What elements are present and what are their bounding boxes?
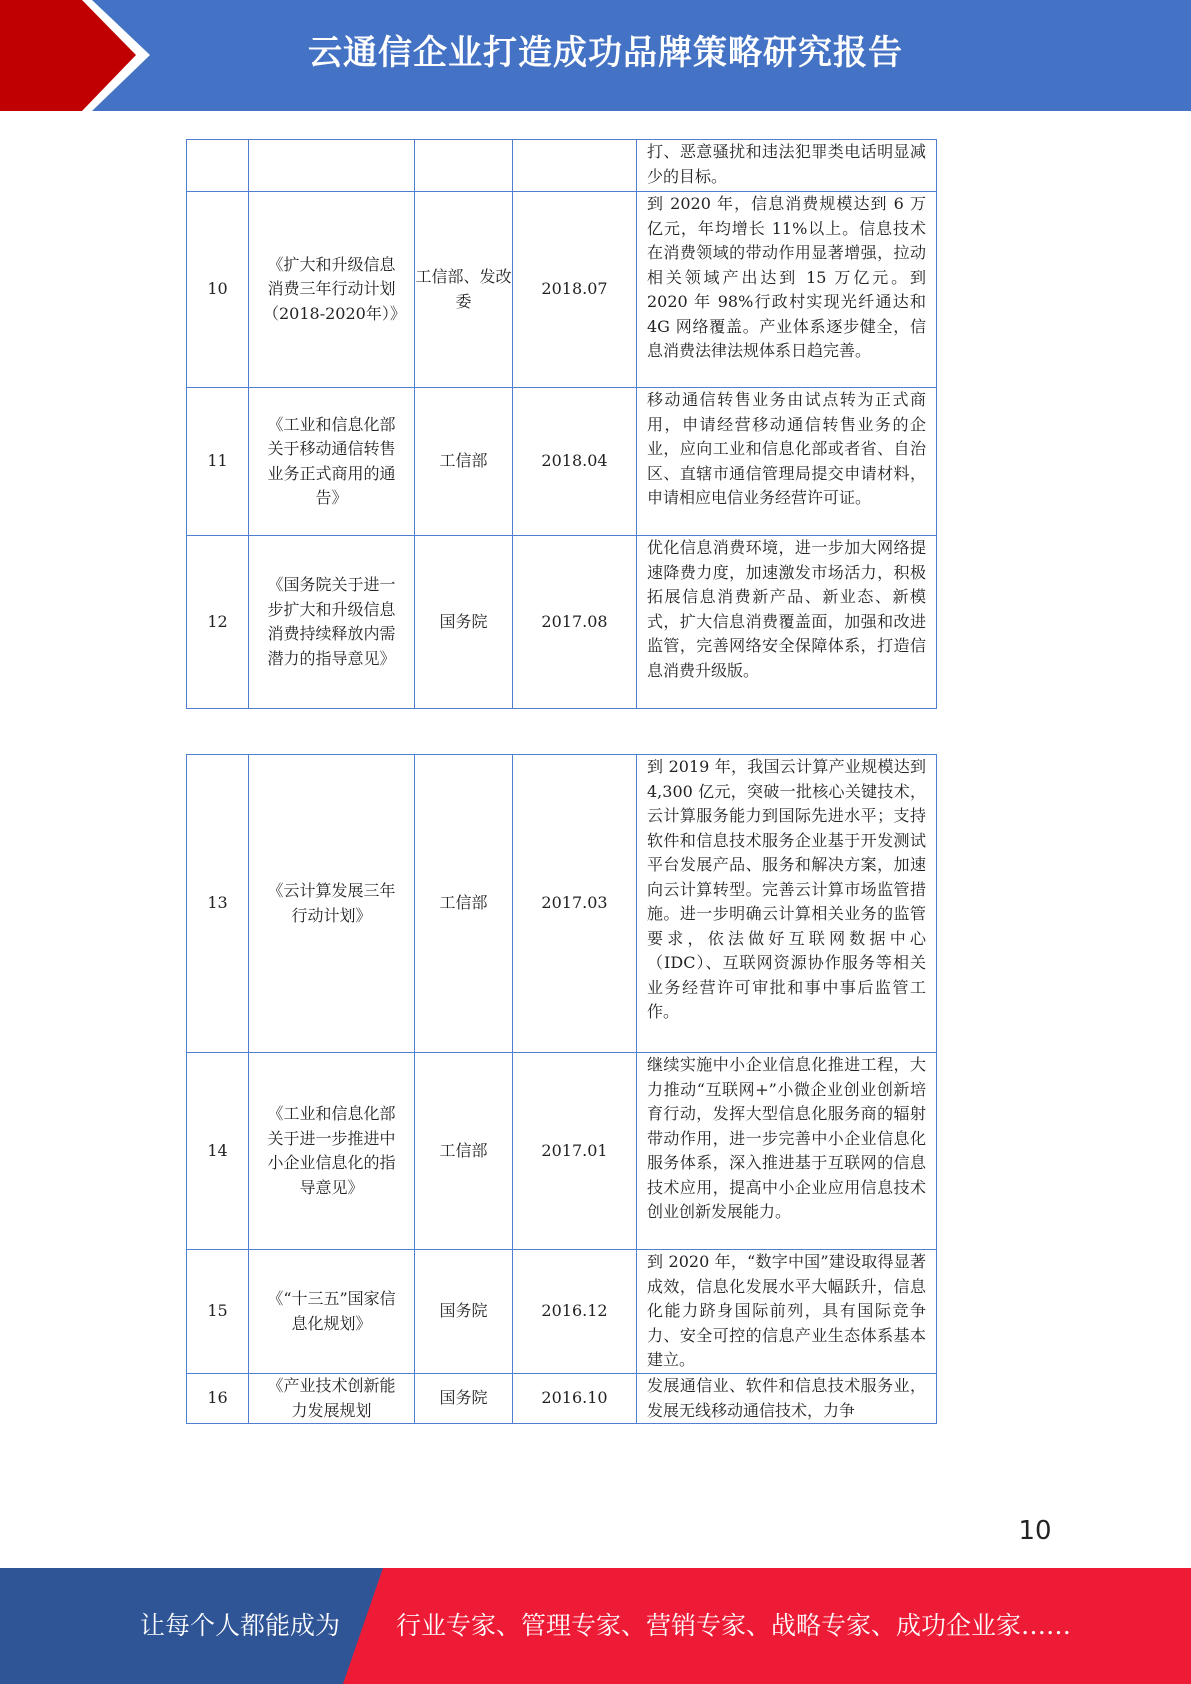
table-row [187, 755, 937, 1053]
policy-table-2 [186, 754, 937, 1424]
issuing-department: 工信部 [415, 755, 513, 1053]
page-footer [0, 1568, 1191, 1684]
row-number: 13 [187, 755, 249, 1053]
policy-description: 继续实施中小企业信息化推进工程，大力推动“互联网+”小微企业创业创新培育行动，发挥大型信息化服务商的辐射带动作用，进一步完善中小企业信息化服务体系，深入推进基于互联网的信息技术应用，提高中小企业应用信息技术创业创新发展能力。 [637, 1053, 937, 1250]
policy-description: 到 2019 年，我国云计算产业规模达到 4,300 亿元，突破一批核心关键技术，云计算服务能力到国际先进水平；支持软件和信息技术服务企业基于开发测试平台发展产品、服务和解决方案，加速向云计算转型。完善云计算市场监管措施。进一步明确云计算相关业务的监管要求，依法做好互联网数据中心（IDC）、互联网资源协作服务等相关业务经营许可审批和事中事后监管工作。 [637, 755, 937, 1053]
table-row [187, 1053, 937, 1250]
policy-name: 《扩大和升级信息消费三年行动计划（2018-2020年）》 [249, 192, 415, 388]
issue-date [513, 140, 637, 192]
footer-slogan-right: 行业专家、管理专家、营销专家、战略专家、成功企业家…… [396, 1611, 1072, 1640]
issuing-department: 工信部 [415, 1053, 513, 1250]
issue-date: 2016.10 [513, 1374, 637, 1424]
policy-name: 《产业技术创新能力发展规划 [249, 1374, 415, 1424]
policy-description: 优化信息消费环境，进一步加大网络提速降费力度，加速激发市场活力，积极拓展信息消费新产品、新业态、新模式，扩大信息消费覆盖面，加强和改进监管，完善网络安全保障体系，打造信息消费升级版。 [637, 536, 937, 709]
issue-date: 2017.01 [513, 1053, 637, 1250]
table-row [187, 536, 937, 709]
page-number: 10 [1018, 1516, 1052, 1546]
issuing-department: 国务院 [415, 1374, 513, 1424]
issue-date: 2018.04 [513, 388, 637, 536]
issuing-department: 工信部、发改委 [415, 192, 513, 388]
policy-name: 《云计算发展三年行动计划》 [249, 755, 415, 1053]
policy-description: 打、恶意骚扰和违法犯罪类电话明显减少的目标。 [637, 140, 937, 192]
table-row [187, 140, 937, 192]
policy-table-1 [186, 139, 937, 709]
row-number: 12 [187, 536, 249, 709]
policy-description: 到 2020 年，信息消费规模达到 6 万亿元，年均增长 11%以上。信息技术在消费领域的带动作用显著增强，拉动相关领域产出达到 15 万亿元。到 2020 年 98%行政村实现光纤通达和 4G 网络覆盖。产业体系逐步健全，信息消费法律法规体系日趋完善。 [637, 192, 937, 388]
issue-date: 2017.08 [513, 536, 637, 709]
policy-name [249, 140, 415, 192]
table-row [187, 192, 937, 388]
row-number: 16 [187, 1374, 249, 1424]
row-number: 10 [187, 192, 249, 388]
page-header [0, 0, 1191, 111]
policy-name: 《工业和信息化部关于进一步推进中小企业信息化的指导意见》 [249, 1053, 415, 1250]
row-number [187, 140, 249, 192]
issuing-department: 国务院 [415, 536, 513, 709]
policy-description: 到 2020 年，“数字中国”建设取得显著成效，信息化发展水平大幅跃升，信息化能力跻身国际前列，具有国际竞争力、安全可控的信息产业生态体系基本建立。 [637, 1250, 937, 1374]
issuing-department: 国务院 [415, 1250, 513, 1374]
policy-description: 发展通信业、软件和信息技术服务业，发展无线移动通信技术，力争 [637, 1374, 937, 1424]
report-title: 云通信企业打造成功品牌策略研究报告 [308, 33, 903, 73]
issue-date: 2017.03 [513, 755, 637, 1053]
row-number: 11 [187, 388, 249, 536]
table-row [187, 1250, 937, 1374]
issue-date: 2018.07 [513, 192, 637, 388]
issue-date: 2016.12 [513, 1250, 637, 1374]
issuing-department [415, 140, 513, 192]
table-row [187, 1374, 937, 1424]
row-number: 15 [187, 1250, 249, 1374]
issuing-department: 工信部 [415, 388, 513, 536]
row-number: 14 [187, 1053, 249, 1250]
policy-description: 移动通信转售业务由试点转为正式商用，申请经营移动通信转售业务的企业，应向工业和信息化部或者省、自治区、直辖市通信管理局提交申请材料，申请相应电信业务经营许可证。 [637, 388, 937, 536]
footer-slogan-left: 让每个人都能成为 [140, 1611, 341, 1640]
policy-name: 《“十三五”国家信息化规划》 [249, 1250, 415, 1374]
policy-name: 《国务院关于进一步扩大和升级信息消费持续释放内需潜力的指导意见》 [249, 536, 415, 709]
policy-name: 《工业和信息化部关于移动通信转售业务正式商用的通告》 [249, 388, 415, 536]
table-row [187, 388, 937, 536]
